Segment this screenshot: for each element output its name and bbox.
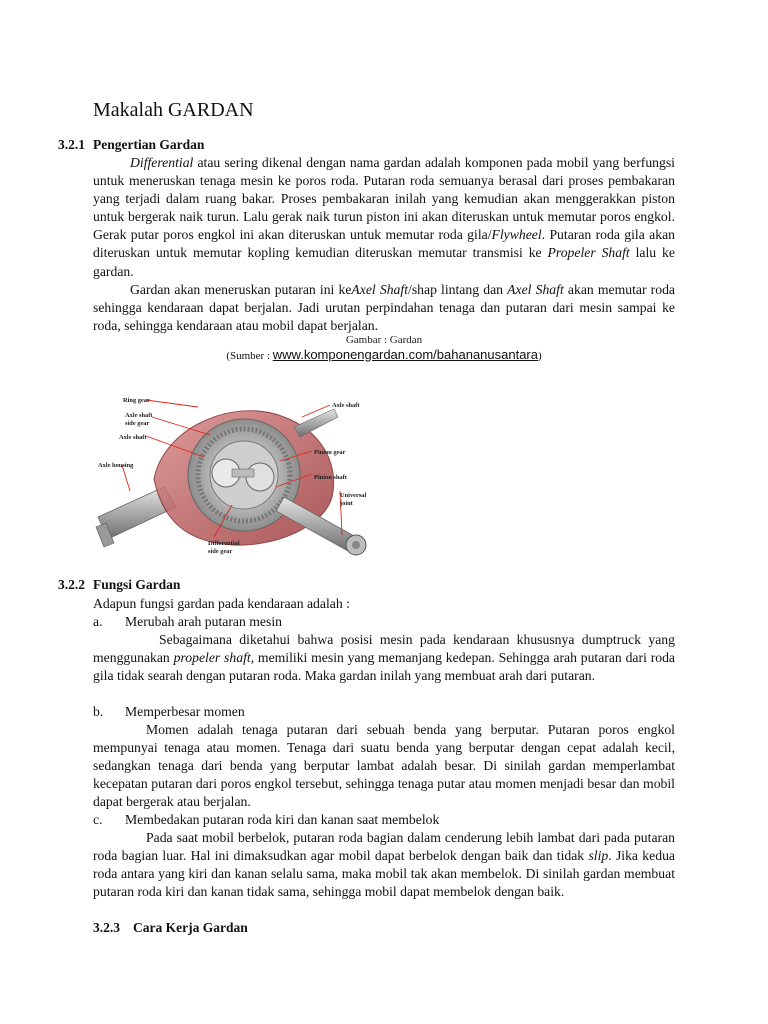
label-axle-housing: Axle housing bbox=[98, 462, 134, 469]
label-differential-side-gear-1: Differential bbox=[208, 540, 240, 547]
section-number: 3.2.1 bbox=[58, 137, 85, 152]
section-number: 3.2.2 bbox=[58, 577, 85, 592]
section-title: Cara Kerja Gardan bbox=[133, 920, 248, 935]
list-item-a-title: a. Merubah arah putaran mesin bbox=[93, 614, 282, 629]
term-flywheel: Flywheel bbox=[491, 227, 542, 243]
list-item-b-title: b. Memperbesar momen bbox=[93, 704, 245, 719]
label-ring-gear: Ring gear bbox=[123, 397, 150, 404]
label-axle-shaft-side-gear-1: Axle shaft bbox=[125, 412, 153, 419]
document-title: Makalah GARDAN bbox=[93, 99, 254, 121]
section-number: 3.2.3 bbox=[93, 920, 120, 935]
label-axle-shaft-left: Axle shaft bbox=[119, 434, 147, 441]
differential-figure bbox=[94, 387, 384, 565]
label-axle-shaft-right: Axle shaft bbox=[332, 402, 360, 409]
label-pinion-gear: Pinion gear bbox=[314, 449, 346, 456]
source-link[interactable]: www.komponengardan.com/bahananusantara bbox=[272, 347, 538, 362]
figure-caption: Gambar : Gardan bbox=[345, 334, 423, 346]
paragraph-pengertian-1: Differential atau sering dikenal dengan nama gardan adalah komponen pada mobil yang berfungsi untuk meneruskan tenaga mesin ke poros roda. Putaran roda semuanya berasal dari proses pembakaran yang terjadi dalam ruang bakar. Proses pembakaran inilah yang kemudian akan menggerakkan piston untuk bergerak naik turun. Lalu gerak naik turun piston ini akan diteruskan untuk memutar poros engkol. Gerak putar poros engkol ini akan diteruskan untuk memutar roda gila/Flywheel. Putaran roda gila akan diteruskan untuk memutar kopling kemudian diteruskan memutar transmisi ke Propeler Shaft lalu ke gardan. bbox=[93, 155, 675, 279]
label-universal-joint-1: Universal bbox=[340, 492, 367, 499]
term-differential: Differential bbox=[130, 155, 194, 170]
term-axel-shaft: Axel Shaft bbox=[351, 282, 409, 297]
section-heading-pengertian bbox=[58, 136, 204, 154]
section-heading-fungsi bbox=[58, 576, 180, 594]
term-axel-shaft-2: Axel Shaft bbox=[507, 282, 564, 297]
paragraph-pengertian-2: Gardan akan meneruskan putaran ini keAxel Shaft/shap lintang dan Axel Shaft akan memutar roda sehingga kendaraan dapat berjalan. Jadi urutan perpindahan tenaga dan putaran dari mesin sampai ke roda, sehingga kendaraan atau mobil dapat berjalan. bbox=[93, 282, 676, 334]
list-item-a-text: Sebagaimana diketahui bahwa posisi mesin pada kendaraan khususnya dumptruck yang menggunakan propeler shaft, memiliki mesin yang memanjang kedepan. Sehingga arah putaran dari roda gila tidak searah dengan putaran roda. Maka gardan inilah yang membuat arah dari putaran. bbox=[93, 632, 676, 684]
label-universal-joint-2: joint bbox=[340, 500, 353, 507]
section-heading-cara-kerja bbox=[93, 919, 248, 937]
label-pinion-shaft: Pinion shaft bbox=[314, 474, 347, 481]
fungsi-intro: Adapun fungsi gardan pada kendaraan adalah : bbox=[93, 596, 350, 611]
label-differential-side-gear-2: side gear bbox=[208, 548, 233, 555]
section-title: Pengertian Gardan bbox=[93, 137, 205, 152]
list-item-c-title: c. Membedakan putaran roda kiri dan kanan saat membelok bbox=[93, 812, 440, 827]
term-slip: slip bbox=[588, 848, 609, 864]
term-propeler-shaft-lower: propeler shaft bbox=[173, 650, 251, 666]
list-item-c-text: Pada saat mobil berbelok, putaran roda bagian dalam cenderung lebih lambat dari pada putaran roda bagian luar. Hal ini dimaksudkan agar mobil dapat berbelok dengan baik dan tidak slip. Jika kedua roda antara yang kiri dan kanan selalu sama, maka mobil tak akan membelok. Di sinilah gardan membuat putaran roda kiri dan kanan tidak sama, sehingga mobil dapat membelok dengan baik. bbox=[93, 830, 675, 900]
term-propeler-shaft: Propeler Shaft bbox=[547, 245, 630, 261]
figure-source: (Sumber : www.komponengardan.com/bahananusantara) bbox=[226, 347, 542, 362]
list-item-b-text: Momen adalah tenaga putaran dari sebuah benda yang berputar. Putaran poros engkol mempunyai tenaga atau momen. Tenaga dari suatu benda yang berputar dengan cepat adalah kecil, sedangkan tenaga dari benda yang berputar lambat adalah besar. Di sinilah gardan memperlambat kecepatan putaran dari poros engkol tersebut, sehingga tenaga putar atau momen menjadi besar dan mobil dapat bergerak atau berjalan. bbox=[93, 722, 675, 810]
section-title: Fungsi Gardan bbox=[93, 577, 181, 592]
label-axle-shaft-side-gear-2: side gear bbox=[125, 420, 150, 427]
